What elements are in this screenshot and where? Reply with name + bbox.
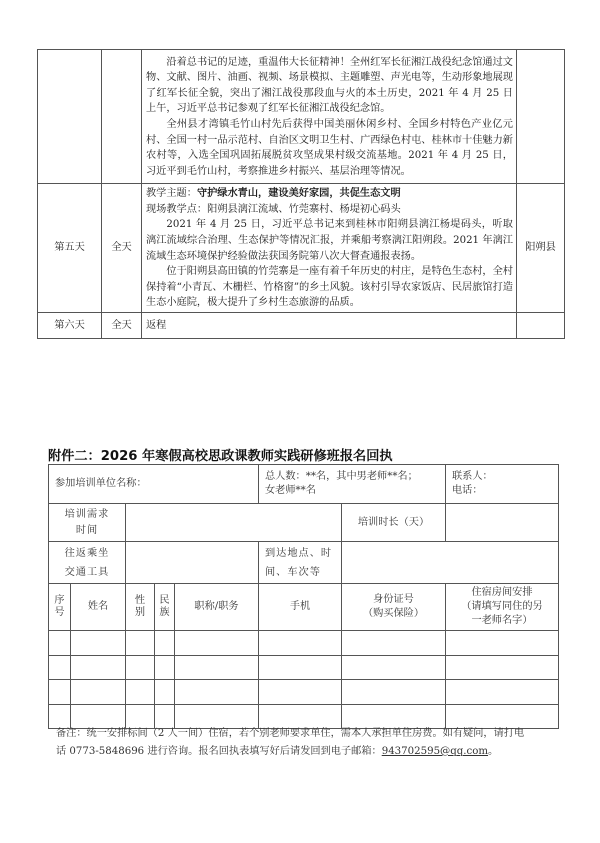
note-suffix: 。 xyxy=(488,746,499,757)
arrival-input[interactable] xyxy=(342,542,559,584)
total-count-field[interactable] xyxy=(259,465,446,504)
need-time-line2: 时间 xyxy=(75,524,99,536)
theme-label: 教学主题： xyxy=(146,188,197,200)
note-line1: 备注：统一安排标间（2 人一间）住宿，若个别老师要求单住，需本人承担单住房费。如有疑问，请打电 xyxy=(56,728,525,739)
paragraph: 2021 年 4 月 25 日，习近平总书记来到桂林市阳朔县漓江杨堤码头，听取漓江流域综合治理、生态保护等情况汇报，并乘船考察漓江阳朔段。2021 年漓江流域生态环境保护经验做法获国务院第八次大督查通报表扬。 xyxy=(146,219,513,262)
participant-cell[interactable] xyxy=(175,680,259,705)
contact-field[interactable] xyxy=(446,465,559,504)
participant-cell[interactable] xyxy=(342,655,446,680)
teaching-sites: 现场教学点：阳朔县漓江流域、竹莞寨村、杨堤初心码头 xyxy=(146,203,401,215)
participant-cell[interactable] xyxy=(446,655,559,680)
time-cell: 全天 xyxy=(102,184,142,313)
transport-input[interactable] xyxy=(126,542,259,584)
col-mobile: 手机 xyxy=(259,584,342,631)
day-cell: 第六天 xyxy=(38,313,102,339)
col-gender-2: 别 xyxy=(134,607,146,618)
col-seq xyxy=(49,584,71,631)
arrival-label xyxy=(259,542,342,584)
note-line2-text: 话 0773-5848696 进行咨询。报名回执表填写好后请发回到电子邮箱： xyxy=(56,746,382,757)
schedule-row-continued xyxy=(38,50,565,184)
duration-label: 培训时长（天） xyxy=(342,504,446,542)
transport-label xyxy=(49,542,126,584)
col-gender xyxy=(126,584,155,631)
participant-cell[interactable] xyxy=(342,680,446,705)
time-cell: 全天 xyxy=(102,313,142,339)
participant-cell[interactable] xyxy=(71,680,126,705)
total-line1: 总人数：**名，其中男老师**名； xyxy=(265,471,418,482)
arrival-line1: 到达地点、时 xyxy=(265,547,333,559)
day-cell xyxy=(38,50,102,184)
participant-cell[interactable] xyxy=(126,631,155,656)
form-row-transport xyxy=(49,542,559,584)
participant-cell[interactable] xyxy=(446,631,559,656)
col-seq-1: 序 xyxy=(54,595,65,606)
participant-cell[interactable] xyxy=(126,655,155,680)
location-cell: 阳朔县 xyxy=(517,184,565,313)
note-line2 xyxy=(56,743,556,761)
schedule-table xyxy=(37,49,565,339)
participant-cell[interactable] xyxy=(175,655,259,680)
participant-cell[interactable] xyxy=(175,631,259,656)
col-ethnicity-1: 民 xyxy=(159,595,170,606)
col-room-line1: 住宿房间安排 xyxy=(471,587,533,598)
teaching-theme xyxy=(146,186,513,202)
content-cell xyxy=(142,184,517,313)
col-ethnicity xyxy=(155,584,175,631)
participant-cell[interactable] xyxy=(259,655,342,680)
participant-row xyxy=(49,680,559,705)
need-time-line1: 培训需求 xyxy=(64,508,110,520)
attachment-title: 附件二：2026 年寒假高校思政课教师实践研修班报名回执 xyxy=(48,449,393,464)
unit-name-field[interactable]: 参加培训单位名称： xyxy=(49,465,259,504)
participant-row xyxy=(49,631,559,656)
participant-cell[interactable] xyxy=(71,631,126,656)
signup-form-table xyxy=(48,464,559,729)
total-line2: 女老师**名 xyxy=(265,485,316,496)
duration-input[interactable] xyxy=(446,504,559,542)
col-gender-1: 性 xyxy=(134,595,146,606)
col-room xyxy=(446,584,559,631)
col-title: 职称/职务 xyxy=(175,584,259,631)
note xyxy=(56,725,556,761)
participant-cell[interactable] xyxy=(126,680,155,705)
participant-cell[interactable] xyxy=(49,680,71,705)
schedule-row-day5 xyxy=(38,184,565,313)
col-id-line1: 身份证号 xyxy=(373,594,414,605)
schedule-row-day6 xyxy=(38,313,565,339)
transport-line2: 交通工具 xyxy=(64,566,110,578)
col-ethnicity-2: 族 xyxy=(159,607,170,618)
participant-cell[interactable] xyxy=(155,680,175,705)
paragraph: 沿着总书记的足迹，重温伟大长征精神！全州红军长征湘江战役纪念馆通过文物、文献、图片、油画、视频、场景模拟、主题雕塑、声光电等，生动形象地展现了红军长征全貌，突出了湘江战役那段血与火的本土历史，2021 年 4 月 25 日上午，习近平总书记参观了红军长征湘江战役纪念馆。 xyxy=(146,56,513,115)
participant-cell[interactable] xyxy=(49,655,71,680)
arrival-line2: 间、车次等 xyxy=(265,566,321,578)
col-room-line3: 一老师名字） xyxy=(471,615,533,626)
col-id xyxy=(342,584,446,631)
participant-cell[interactable] xyxy=(342,631,446,656)
need-time-input[interactable] xyxy=(126,504,342,542)
form-row-time xyxy=(49,504,559,542)
content-cell: 返程 xyxy=(142,313,517,339)
contact-label: 联系人： xyxy=(452,471,493,482)
transport-line1: 往返乘坐 xyxy=(64,547,110,559)
theme-text: 守护绿水青山，建设美好家园，共促生态文明 xyxy=(196,187,401,200)
col-name: 姓名 xyxy=(71,584,126,631)
participant-cell[interactable] xyxy=(155,631,175,656)
participants-header-row xyxy=(49,584,559,631)
participant-cell[interactable] xyxy=(446,680,559,705)
participant-row xyxy=(49,655,559,680)
col-room-line2: （请填写同住的另 xyxy=(461,601,543,612)
participant-cell[interactable] xyxy=(155,655,175,680)
paragraph: 全州县才湾镇毛竹山村先后获得中国美丽休闲乡村、全国乡村特色产业亿元村、全国一村一品示范村、自治区文明卫生村、广西绿色村屯、桂林市十佳魅力新农村等，入选全国巩固拓展脱贫攻坚成果村级交流基地。2021 年 4 月 25 日，习近平到毛竹山村，考察推进乡村振兴、基层治理等情况。 xyxy=(146,119,513,177)
col-seq-2: 号 xyxy=(54,607,65,618)
participant-cell[interactable] xyxy=(71,655,126,680)
location-cell xyxy=(517,313,565,339)
paragraph: 位于阳朔县高田镇的竹莞寨是一座有着千年历史的村庄，是特色生态村，全村保持着“小青瓦、木栅栏、竹格窗”的乡土风貌。该村引导农家饭店、民居旅馆打造生态小庭院，极大提升了乡村生态旅游的品质。 xyxy=(146,266,513,309)
participant-cell[interactable] xyxy=(259,680,342,705)
need-time-label xyxy=(49,504,126,542)
form-row-unit xyxy=(49,465,559,504)
phone-label: 电话： xyxy=(452,485,483,496)
location-cell xyxy=(517,50,565,184)
participant-rows xyxy=(49,631,559,729)
participant-cell[interactable] xyxy=(259,631,342,656)
col-id-line2: （购买保险） xyxy=(362,608,425,619)
time-cell xyxy=(102,50,142,184)
content-cell xyxy=(142,50,517,184)
email-link[interactable]: 943702595@qq.com xyxy=(381,746,489,757)
participant-cell[interactable] xyxy=(49,631,71,656)
day-cell: 第五天 xyxy=(38,184,102,313)
